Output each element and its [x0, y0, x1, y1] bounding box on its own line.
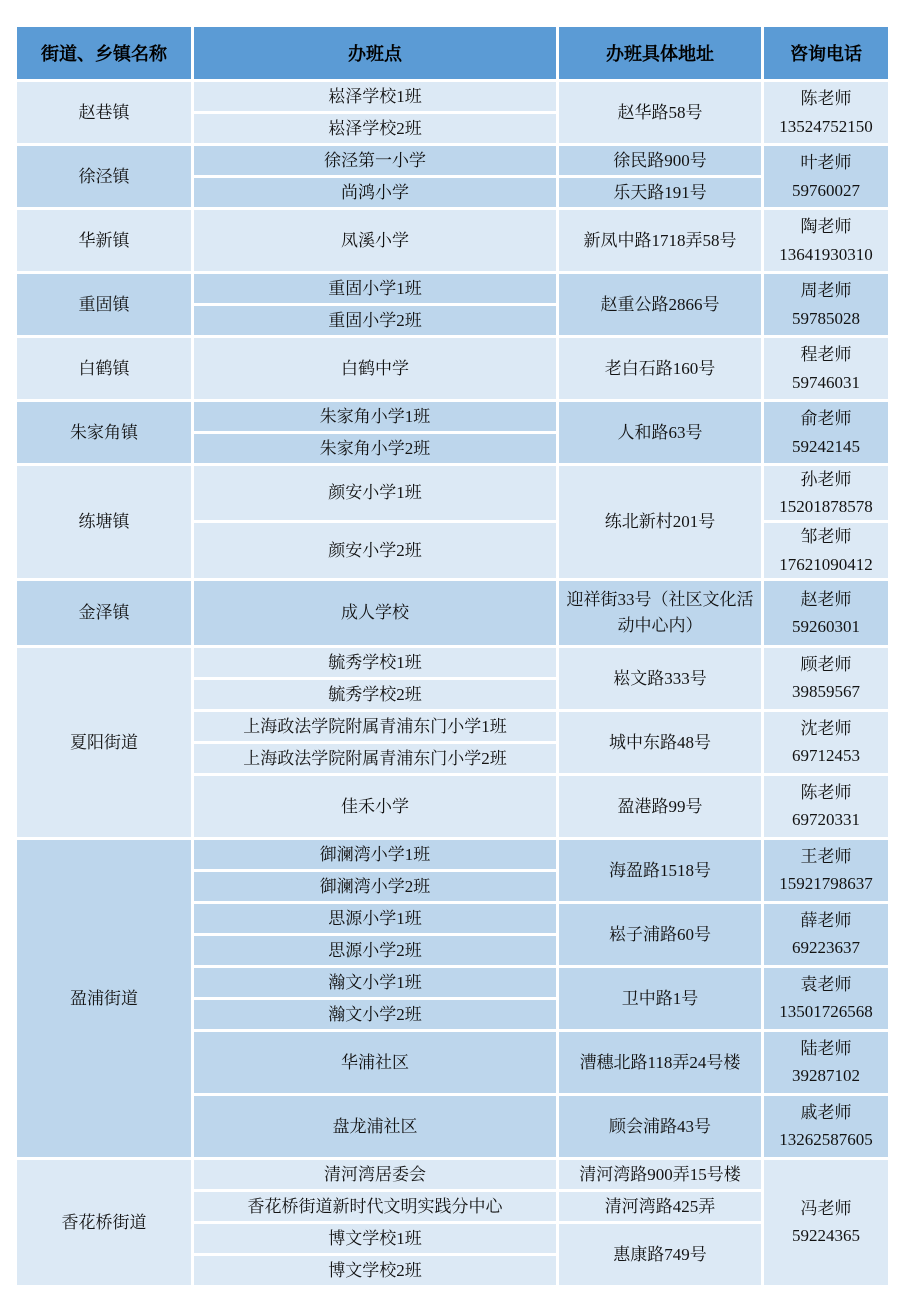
contact-phone: 13262587605 — [779, 1130, 873, 1150]
contact-phone: 59746031 — [792, 372, 860, 392]
address-cell: 练北新村201号 — [559, 466, 761, 578]
contact-cell — [764, 523, 888, 577]
site-cell: 博文学校2班 — [194, 1256, 556, 1285]
contact-phone: 13641930310 — [779, 244, 873, 264]
contact-name: 沈老师 — [800, 719, 852, 739]
site-cell: 白鹤中学 — [194, 338, 556, 399]
site-cell: 香花桥街道新时代文明实践分中心 — [194, 1192, 556, 1221]
header-town: 街道、乡镇名称 — [17, 27, 191, 79]
contact-name: 薛老师 — [800, 911, 852, 931]
contact-cell — [764, 1032, 888, 1093]
contact-phone: 15921798637 — [779, 874, 873, 894]
address-cell: 赵华路58号 — [559, 82, 761, 143]
contact-phone: 13501726568 — [779, 1002, 873, 1022]
site-cell: 朱家角小学2班 — [194, 434, 556, 463]
site-cell: 佳禾小学 — [194, 776, 556, 837]
table-row — [17, 82, 888, 111]
contact-cell — [764, 840, 888, 901]
town-cell: 赵巷镇 — [17, 82, 191, 143]
contact-name: 陶老师 — [800, 217, 852, 237]
enrollment-table — [14, 24, 891, 1288]
contact-phone: 69720331 — [792, 810, 860, 830]
contact-cell — [764, 82, 888, 143]
contact-name: 程老师 — [800, 345, 852, 365]
contact-phone: 59260301 — [792, 616, 860, 636]
address-cell: 城中东路48号 — [559, 712, 761, 773]
address-cell: 赵重公路2866号 — [559, 274, 761, 335]
contact-name: 冯老师 — [800, 1199, 852, 1219]
address-cell: 清河湾路900弄15号楼 — [559, 1160, 761, 1189]
table-row — [17, 146, 888, 175]
site-cell: 颜安小学1班 — [194, 466, 556, 520]
address-cell: 顾会浦路43号 — [559, 1096, 761, 1157]
site-cell: 成人学校 — [194, 581, 556, 645]
contact-cell — [764, 904, 888, 965]
contact-name: 邹老师 — [800, 527, 852, 547]
table-row — [17, 466, 888, 520]
address-cell: 漕穗北路118弄24号楼 — [559, 1032, 761, 1093]
table-row — [17, 581, 888, 645]
town-cell: 香花桥街道 — [17, 1160, 191, 1285]
site-cell: 重固小学1班 — [194, 274, 556, 303]
contact-phone: 69712453 — [792, 746, 860, 766]
table-row — [17, 648, 888, 677]
table-row — [17, 338, 888, 399]
town-cell: 徐泾镇 — [17, 146, 191, 207]
address-cell: 盈港路99号 — [559, 776, 761, 837]
contact-name: 孙老师 — [800, 470, 852, 489]
contact-cell — [764, 968, 888, 1029]
site-cell: 思源小学1班 — [194, 904, 556, 933]
site-cell: 上海政法学院附属青浦东门小学2班 — [194, 744, 556, 773]
town-cell: 金泽镇 — [17, 581, 191, 645]
address-cell: 人和路63号 — [559, 402, 761, 463]
contact-phone: 17621090412 — [779, 554, 873, 574]
contact-name: 俞老师 — [800, 409, 852, 429]
site-cell: 瀚文小学2班 — [194, 1000, 556, 1029]
contact-cell — [764, 1160, 888, 1285]
address-cell: 崧子浦路60号 — [559, 904, 761, 965]
contact-cell — [764, 402, 888, 463]
contact-phone: 39287102 — [792, 1066, 860, 1086]
contact-phone: 59242145 — [792, 436, 860, 456]
contact-name: 陈老师 — [800, 783, 852, 803]
contact-cell — [764, 274, 888, 335]
site-cell: 御澜湾小学1班 — [194, 840, 556, 869]
contact-name: 戚老师 — [800, 1103, 852, 1123]
header-row — [17, 27, 888, 79]
contact-name: 王老师 — [800, 847, 852, 867]
site-cell: 重固小学2班 — [194, 306, 556, 335]
town-cell: 练塘镇 — [17, 466, 191, 578]
site-cell: 崧泽学校1班 — [194, 82, 556, 111]
header-phone: 咨询电话 — [764, 27, 888, 79]
contact-phone: 13524752150 — [779, 116, 873, 136]
table-row — [17, 274, 888, 303]
site-cell: 博文学校1班 — [194, 1224, 556, 1253]
site-cell: 盘龙浦社区 — [194, 1096, 556, 1157]
site-cell: 毓秀学校1班 — [194, 648, 556, 677]
town-cell: 白鹤镇 — [17, 338, 191, 399]
address-cell: 迎祥街33号（社区文化活动中心内） — [559, 581, 761, 645]
contact-phone: 69223637 — [792, 938, 860, 958]
contact-name: 顾老师 — [800, 655, 852, 675]
contact-name: 周老师 — [800, 281, 852, 301]
address-cell: 卫中路1号 — [559, 968, 761, 1029]
address-cell: 徐民路900号 — [559, 146, 761, 175]
contact-cell — [764, 648, 888, 709]
town-cell: 盈浦街道 — [17, 840, 191, 1157]
address-cell: 老白石路160号 — [559, 338, 761, 399]
table-row — [17, 840, 888, 869]
contact-cell — [764, 712, 888, 773]
site-cell: 尚鸿小学 — [194, 178, 556, 207]
site-cell: 凤溪小学 — [194, 210, 556, 271]
contact-cell — [764, 338, 888, 399]
contact-phone: 59760027 — [792, 180, 860, 200]
site-cell: 清河湾居委会 — [194, 1160, 556, 1189]
table-row — [17, 402, 888, 431]
address-cell: 惠康路749号 — [559, 1224, 761, 1285]
site-cell: 华浦社区 — [194, 1032, 556, 1093]
contact-cell — [764, 146, 888, 207]
site-cell: 崧泽学校2班 — [194, 114, 556, 143]
address-cell: 乐天路191号 — [559, 178, 761, 207]
contact-cell — [764, 581, 888, 645]
contact-cell — [764, 1096, 888, 1157]
town-cell: 华新镇 — [17, 210, 191, 271]
contact-name: 袁老师 — [800, 975, 852, 995]
contact-name: 陈老师 — [800, 89, 852, 109]
site-cell: 御澜湾小学2班 — [194, 872, 556, 901]
contact-cell — [764, 466, 888, 520]
site-cell: 思源小学2班 — [194, 936, 556, 965]
site-cell: 毓秀学校2班 — [194, 680, 556, 709]
address-cell: 清河湾路425弄 — [559, 1192, 761, 1221]
address-cell: 海盈路1518号 — [559, 840, 761, 901]
table-row — [17, 210, 888, 271]
contact-phone: 59224365 — [792, 1226, 860, 1246]
contact-phone: 59785028 — [792, 308, 860, 328]
address-cell: 崧文路333号 — [559, 648, 761, 709]
site-cell: 瀚文小学1班 — [194, 968, 556, 997]
site-cell: 徐泾第一小学 — [194, 146, 556, 175]
town-cell: 夏阳街道 — [17, 648, 191, 837]
address-cell: 新凤中路1718弄58号 — [559, 210, 761, 271]
contact-name: 赵老师 — [800, 589, 852, 609]
table-row — [17, 1160, 888, 1189]
site-cell: 上海政法学院附属青浦东门小学1班 — [194, 712, 556, 741]
town-cell: 朱家角镇 — [17, 402, 191, 463]
contact-cell — [764, 776, 888, 837]
header-site: 办班点 — [194, 27, 556, 79]
town-cell: 重固镇 — [17, 274, 191, 335]
contact-cell — [764, 210, 888, 271]
contact-name: 陆老师 — [800, 1039, 852, 1059]
header-address: 办班具体地址 — [559, 27, 761, 79]
contact-name: 叶老师 — [800, 153, 852, 173]
site-cell: 朱家角小学1班 — [194, 402, 556, 431]
site-cell: 颜安小学2班 — [194, 523, 556, 577]
contact-phone: 39859567 — [792, 682, 860, 702]
contact-phone: 15201878578 — [779, 497, 873, 517]
